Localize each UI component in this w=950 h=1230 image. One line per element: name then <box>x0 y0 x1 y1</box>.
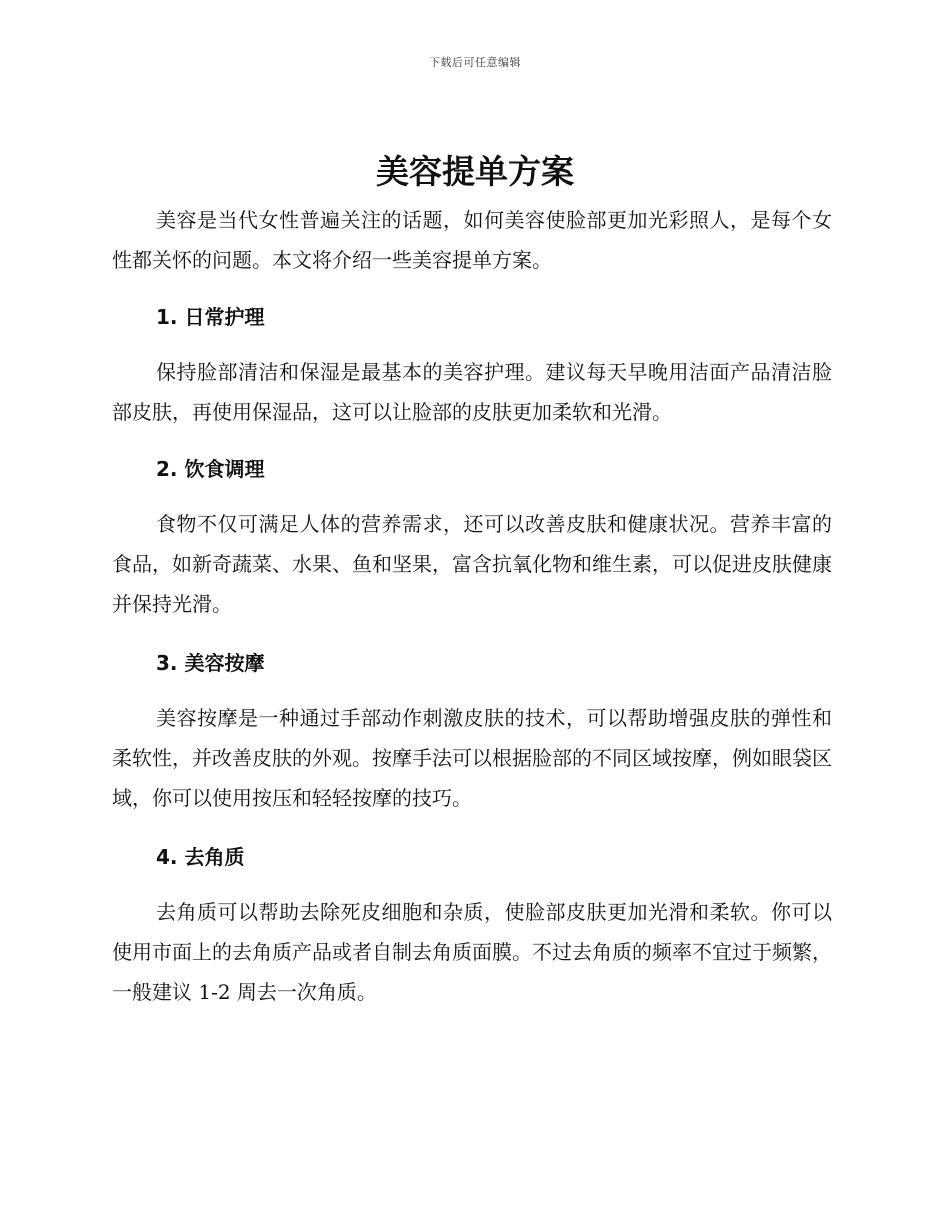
section-heading-diet: 2. 饮食调理 <box>156 457 265 481</box>
section-body-massage: 美容按摩是一种通过手部动作刺激皮肤的技术，可以帮助增强皮肤的弹性和柔软性，并改善皮肤的外观。按摩手法可以根据脸部的不同区域按摩，例如眼袋区域，你可以使用按压和轻轻按摩的技巧。 <box>112 706 832 810</box>
section-body-daily-care: 保持脸部清洁和保湿是最基本的美容护理。建议每天早晚用洁面产品清洁脸部皮肤，再使用保湿品，这可以让脸部的皮肤更加柔软和光滑。 <box>112 360 832 424</box>
document-title: 美容提单方案 <box>376 152 574 191</box>
section-body-exfoliation: 去角质可以帮助去除死皮细胞和杂质，使脸部皮肤更加光滑和柔软。你可以使用市面上的去角质产品或者自制去角质面膜。不过去角质的频率不宜过于频繁，一般建议 1-2 周去一次角质。 <box>112 900 832 1004</box>
section-heading-exfoliation: 4. 去角质 <box>156 845 245 869</box>
section-heading-massage: 3. 美容按摩 <box>156 651 265 675</box>
section-body-diet: 食物不仅可满足人体的营养需求，还可以改善皮肤和健康状况。营养丰富的食品，如新奇蔬菜、水果、鱼和坚果，富含抗氧化物和维生素，可以促进皮肤健康并保持光滑。 <box>112 512 832 616</box>
section-heading-daily-care: 1. 日常护理 <box>156 305 265 329</box>
page-header-note: 下载后可任意编辑 <box>429 56 521 69</box>
intro-paragraph: 美容是当代女性普遍关注的话题，如何美容使脸部更加光彩照人，是每个女性都关怀的问题。本文将介绍一些美容提单方案。 <box>112 208 832 272</box>
